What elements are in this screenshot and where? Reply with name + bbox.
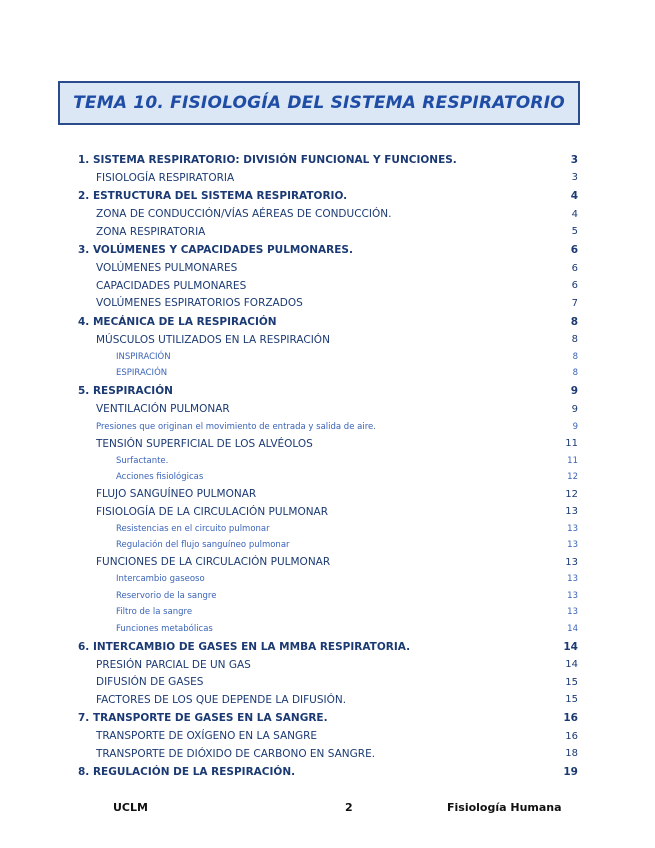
toc-entry-label: ZONA DE CONDUCCIÓN/VÍAS AÉREAS DE CONDUCCIÓN.: [96, 208, 392, 221]
toc-entry-label: 3. VOLÚMENES Y CAPACIDADES PULMONARES.: [78, 244, 353, 256]
toc-entry-page: 13: [565, 506, 578, 518]
table-of-contents: [78, 150, 578, 782]
toc-entry-label: 6. INTERCAMBIO DE GASES EN LA MMBA RESPIRATORIA.: [78, 640, 411, 653]
toc-entry-page: 9: [571, 403, 578, 415]
toc-entry[interactable]: [78, 709, 578, 728]
toc-entry-label: TRANSPORTE DE DIÓXIDO DE CARBONO EN SANGRE.: [96, 747, 376, 760]
toc-entry[interactable]: [78, 728, 578, 746]
toc-entry-page: 12: [567, 472, 578, 483]
toc-entry-page: 13: [567, 523, 578, 534]
toc-entry-page: 9: [572, 421, 578, 432]
toc-entry-page: 3: [571, 172, 578, 184]
toc-entry-label: Surfactante.: [116, 455, 169, 466]
toc-entry-page: 9: [570, 385, 578, 397]
toc-entry-page: 5: [571, 226, 578, 238]
toc-entry-label: Resistencias en el circuito pulmonar: [116, 523, 270, 534]
toc-entry-page: 19: [563, 766, 578, 778]
toc-entry-label: 5. RESPIRACIÓN: [78, 385, 173, 397]
toc-entry-label: Presiones que originan el movimiento de entrada y salida de aire.: [96, 421, 376, 432]
toc-entry-label: TENSIÓN SUPERFICIAL DE LOS ALVÉOLOS: [96, 437, 313, 450]
toc-entry-page: 6: [571, 262, 578, 274]
page-title: TEMA 10. FISIOLOGÍA DEL SISTEMA RESPIRATORIO: [73, 93, 565, 113]
toc-entry[interactable]: [78, 637, 578, 656]
toc-entry-label: FLUJO SANGUÍNEO PULMONAR: [96, 488, 257, 501]
toc-entry-label: 7. TRANSPORTE DE GASES EN LA SANGRE.: [78, 712, 328, 724]
toc-entry[interactable]: [78, 621, 578, 638]
toc-entry-page: 8: [572, 368, 578, 379]
toc-entry-label: FACTORES DE LOS QUE DEPENDE LA DIFUSIÓN.: [96, 693, 347, 706]
toc-entry-label: Acciones fisiológicas: [116, 472, 204, 483]
toc-entry[interactable]: [78, 206, 578, 224]
toc-entry[interactable]: [78, 187, 578, 206]
toc-entry[interactable]: [78, 382, 578, 401]
toc-entry-label: Filtro de la sangre: [116, 607, 193, 618]
toc-entry[interactable]: [78, 571, 578, 588]
toc-entry-page: 16: [563, 712, 578, 724]
toc-entry[interactable]: [78, 486, 578, 504]
toc-entry-label: Reservorio de la sangre: [116, 590, 217, 601]
toc-entry-page: 13: [567, 590, 578, 601]
toc-entry[interactable]: [78, 656, 578, 674]
toc-entry-page: 4: [571, 208, 578, 220]
toc-entry-label: ESPIRACIÓN: [116, 368, 168, 379]
toc-entry-label: Funciones metabólicas: [116, 623, 213, 634]
toc-entry[interactable]: [78, 150, 578, 169]
toc-entry[interactable]: [78, 418, 578, 435]
toc-entry-page: 13: [567, 540, 578, 551]
toc-entry-label: VOLÚMENES PULMONARES: [96, 262, 238, 275]
toc-entry[interactable]: [78, 401, 578, 419]
toc-entry[interactable]: [78, 691, 578, 709]
toc-entry[interactable]: [78, 503, 578, 521]
toc-entry-label: 8. REGULACIÓN DE LA RESPIRACIÓN.: [78, 766, 296, 778]
toc-entry-page: 16: [565, 730, 578, 742]
toc-entry[interactable]: [78, 674, 578, 692]
toc-entry-label: VOLÚMENES ESPIRATORIOS FORZADOS: [96, 297, 303, 310]
toc-entry-label: 2. ESTRUCTURA DEL SISTEMA RESPIRATORIO.: [78, 190, 348, 202]
toc-entry-page: 14: [565, 659, 578, 671]
toc-entry-page: 8: [570, 315, 578, 328]
toc-entry[interactable]: [78, 241, 578, 260]
toc-entry[interactable]: [78, 554, 578, 572]
page-footer: [0, 801, 655, 821]
toc-entry[interactable]: [78, 453, 578, 470]
toc-entry-page: 18: [565, 748, 578, 760]
toc-entry-page: 14: [567, 623, 578, 634]
toc-entry[interactable]: [78, 469, 578, 486]
footer-left: UCLM: [113, 801, 148, 814]
toc-entry-label: ZONA RESPIRATORIA: [96, 225, 206, 238]
toc-entry[interactable]: [78, 435, 578, 453]
toc-entry-label: Intercambio gaseoso: [116, 574, 205, 585]
toc-entry-label: MÚSCULOS UTILIZADOS EN LA RESPIRACIÓN: [96, 333, 330, 346]
toc-entry-label: 1. SISTEMA RESPIRATORIO: DIVISIÓN FUNCIONAL Y FUNCIONES.: [78, 153, 457, 166]
toc-entry-page: 3: [570, 153, 578, 166]
title-box: [58, 81, 580, 125]
toc-entry-page: 12: [565, 488, 578, 500]
toc-entry[interactable]: [78, 604, 578, 621]
toc-entry[interactable]: [78, 169, 578, 187]
footer-right: Fisiología Humana: [447, 801, 562, 814]
toc-entry[interactable]: [78, 260, 578, 278]
toc-entry[interactable]: [78, 537, 578, 554]
toc-entry[interactable]: [78, 763, 578, 782]
toc-entry-label: VENTILACIÓN PULMONAR: [96, 403, 230, 416]
toc-entry-label: INSPIRACIÓN: [116, 351, 171, 362]
toc-entry-page: 11: [567, 455, 578, 466]
toc-entry-page: 8: [572, 351, 578, 362]
toc-entry-label: 4. MECÁNICA DE LA RESPIRACIÓN: [78, 315, 277, 328]
toc-entry-page: 13: [567, 574, 578, 585]
toc-entry-label: FISIOLOGÍA DE LA CIRCULACIÓN PULMONAR: [96, 505, 329, 518]
toc-entry-page: 6: [570, 244, 578, 256]
page-number: 2: [345, 801, 353, 814]
toc-entry[interactable]: [78, 295, 578, 313]
toc-entry[interactable]: [78, 331, 578, 349]
toc-entry-label: Regulación del flujo sanguíneo pulmonar: [116, 540, 290, 551]
toc-entry-page: 15: [565, 676, 578, 688]
toc-entry-label: PRESIÓN PARCIAL DE UN GAS: [96, 658, 251, 671]
toc-entry-page: 4: [570, 190, 578, 202]
toc-entry[interactable]: [78, 745, 578, 763]
toc-entry-page: 6: [571, 280, 578, 292]
toc-entry-label: FISIOLOGÍA RESPIRATORIA: [96, 171, 235, 184]
toc-entry-page: 13: [567, 607, 578, 618]
toc-entry-page: 14: [563, 640, 578, 653]
toc-entry[interactable]: [78, 223, 578, 241]
toc-entry-page: 11: [565, 438, 578, 450]
toc-entry[interactable]: [78, 521, 578, 538]
toc-entry-page: 7: [571, 297, 578, 309]
toc-entry[interactable]: [78, 349, 578, 366]
toc-entry-page: 15: [565, 694, 578, 706]
toc-entry[interactable]: [78, 312, 578, 331]
toc-entry-label: CAPACIDADES PULMONARES: [96, 279, 247, 292]
toc-entry[interactable]: [78, 365, 578, 382]
toc-entry-page: 8: [571, 334, 578, 346]
toc-entry-label: DIFUSIÓN DE GASES: [96, 676, 204, 689]
toc-entry-label: TRANSPORTE DE OXÍGENO EN LA SANGRE: [96, 730, 318, 743]
toc-entry-page: 13: [565, 556, 578, 568]
toc-entry[interactable]: [78, 588, 578, 605]
toc-entry-label: FUNCIONES DE LA CIRCULACIÓN PULMONAR: [96, 556, 331, 569]
toc-entry[interactable]: [78, 277, 578, 295]
